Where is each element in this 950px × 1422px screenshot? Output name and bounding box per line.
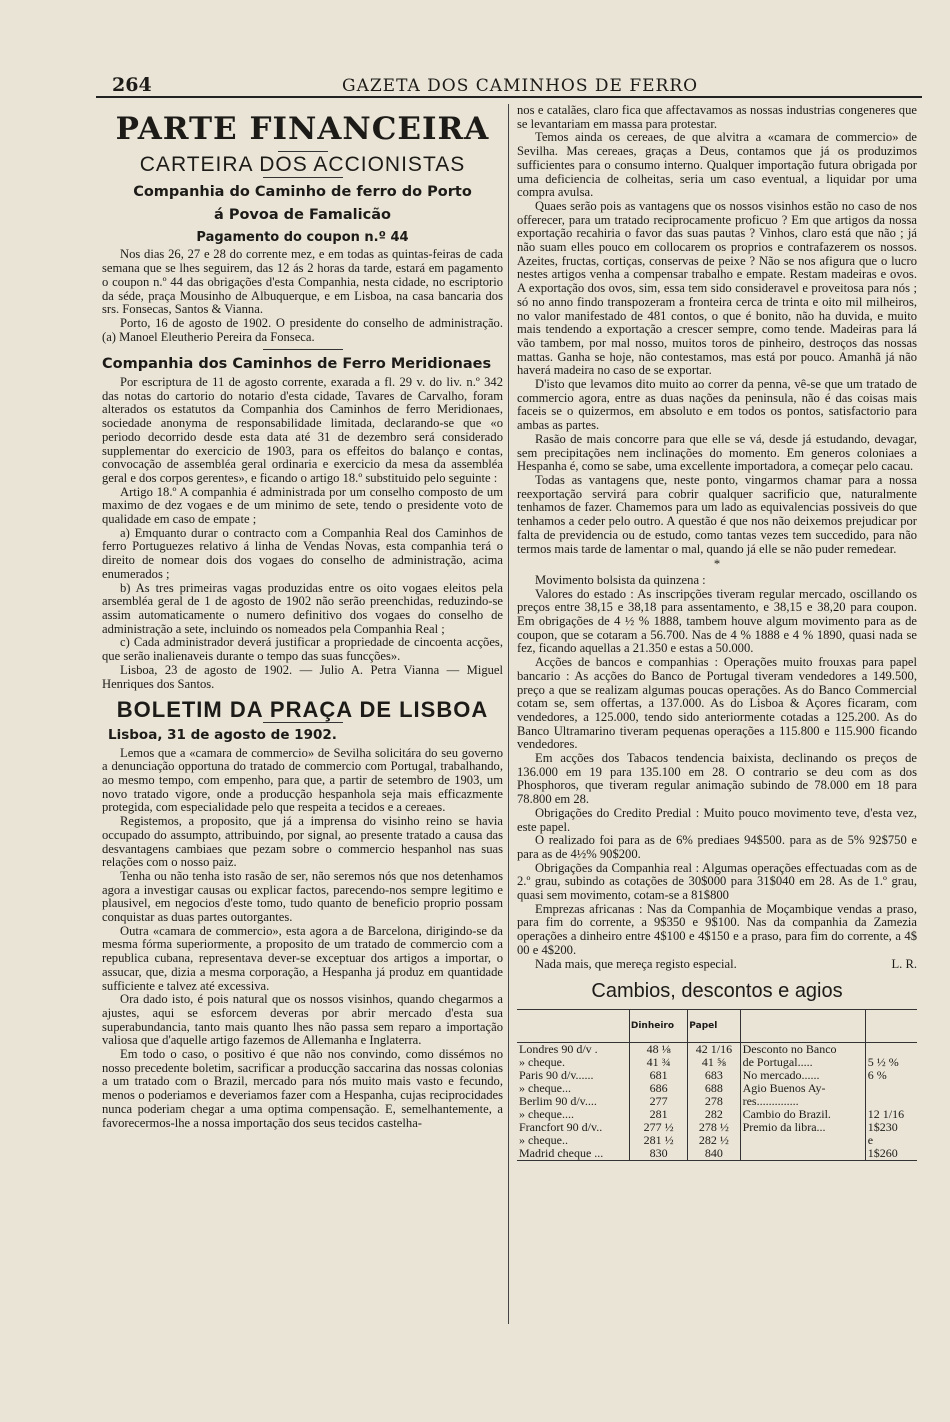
right-column: [517, 104, 917, 1324]
paragraph: Registemos, a proposito, que já a imprensa do visinho reino se havia occupado do assumpto, attribuindo, por signal, ao presente tratado a causa das desvantagens cambiaes que pezam sobre o commercio hespanhol nas suas relações com o nosso paiz.: [102, 814, 503, 870]
table-cell: Desconto no Banco: [740, 1043, 865, 1057]
paragraph: Valores do estado : As inscripções tiveram regular mercado, oscillando os preços entre 38,15 e 38,18 para assentamento, e 38,15 e 38,20 para coupon. Em obrigações de 4 ½ % 1888, tambem houve algum movimento para as de coupon, que se cotaram a 56.700. Nas de 4 % 1888 e 4 % 1890, quasi nada se fez, ficando aquellas a 21.350 e estas a 50.000.: [517, 586, 917, 656]
page-number: 264: [112, 74, 152, 96]
table-cell: 282: [688, 1108, 740, 1121]
table-cell: 12 1/16: [865, 1108, 917, 1121]
bulletin-date: Lisboa, 31 de agosto de 1902.: [108, 726, 337, 743]
coupon-heading: Pagamento do coupon n.º 44: [196, 229, 409, 245]
paragraph: c) Cada administrador deverá justificar a propriedade de cincoenta acções, que serão inalienaveis durante o tempo das suas funcções».: [102, 635, 503, 664]
newspaper-page: [96, 60, 922, 1322]
table-cell: No mercado......: [740, 1069, 865, 1082]
paragraph: Porto, 16 de agosto de 1902. O presidente do conselho de administração. (a) Manoel Eleutherio Pereira da Fonseca.: [102, 315, 503, 344]
table-cell: 48 ⅛: [629, 1043, 687, 1057]
table-cell: 281 ½: [629, 1134, 687, 1147]
table-cell: » cheque....: [519, 1107, 574, 1121]
table-cell: [740, 1147, 865, 1161]
table-header-cell: [740, 1010, 865, 1043]
company-heading-line-1: Companhia do Caminho de ferro do Porto: [133, 183, 472, 200]
table-cell: 277 ½: [629, 1121, 687, 1134]
section-asterisk: *: [713, 557, 721, 572]
table-cell: de Portugal.....: [740, 1056, 865, 1069]
subsection-title: CARTEIRA DOS ACCIONISTAS: [139, 153, 466, 176]
table-cell: Francfort 90 d/v..: [519, 1120, 603, 1134]
divider: [263, 722, 343, 723]
table-cell: Madrid cheque ...: [517, 1147, 629, 1161]
page-header: [96, 68, 922, 98]
table-cell: 681: [629, 1069, 687, 1082]
author-signature: L. R.: [891, 956, 917, 971]
paragraph: Outra «camara de commercio», esta agora a de Barcelona, dirigindo-se da mesma fórma superiormente, a proposito de um tratado de commercio com a republica cubana, representava dever-se exceptuar dos artigos a importar, o assucar, que, dizia a mesma corporação, a Hespanha já produz em quantidade sufficiente e talvez até excessiva.: [102, 923, 503, 993]
paragraph: Em todo o caso, o positivo é que não nos convindo, como dissémos no nosso precedente boletim, sacrificar a producção saccarina das nossas colonias a um tratado com o Brazil, mercado para nós muito mais vasto e fecundo, menos o poderiamos e deveriamos fazer com a Hespanha, cujas reciprocidades nunca poderiam chegar a uma optima compensação. E, semelhantemente, a favorecermos-lhe a nossa importação dos seus tecidos castelha-: [102, 1047, 503, 1130]
table-cell: 830: [629, 1147, 687, 1161]
paragraph: Tenha ou não tenha isto rasão de ser, não seremos nós que nos detenhamos agora a investigar causas ou explicar factos, parecendo-nos sempre legitimo e plausivel, em negocios d'este tomo, tudo quanto de beneficio proprio possam conquistar as duas partes outorgantes.: [102, 868, 503, 925]
paragraph: Obrigações da Companhia real : Algumas operações effectuadas com as de 2.º grau, subindo as cotações de 30$000 para 31$040 em 28. As de 1.º grau, quasi sem movimento, cotam-se a 81$800: [517, 860, 917, 903]
paragraph: Acções de bancos e companhias : Operações muito frouxas para papel bancario : As acções do Banco de Portugal tiveram vendedores a 149.500, preço a que se realizam algumas poucas operações. As do Banco Commercial cotam se, sem offertas, a 137.000. As do Lisboa & Açores ficaram, com vendedores, a 125.000, tendo sido anteriormente cotadas a 125.200. As do Banco Ultramarino tiveram pequenas operações a 115.800 e 115.900 ficando vendedores.: [517, 655, 917, 752]
table-cell: 282 ½: [688, 1134, 740, 1147]
table-body: [517, 1043, 917, 1161]
table-header-cell: [517, 1010, 629, 1043]
publication-title: GAZETA DOS CAMINHOS DE FERRO: [342, 76, 699, 96]
table-cell: 686: [629, 1082, 687, 1095]
paragraph: a) Emquanto durar o contracto com a Companhia Real dos Caminhos de ferro Portuguezes relativo á linha de Vendas Novas, esta companhia terá o direito de nomear dois dos vogaes do conselho de administração, acima enumerados ;: [102, 525, 503, 581]
table-cell: Premio da libra...: [740, 1121, 865, 1134]
paragraph: Nos dias 26, 27 e 28 do corrente mez, e em todas as quintas-feiras de cada semana que se lhes seguirem, das 12 ás 2 horas da tarde, estará em pagamento o coupon n.º 44 das obrigações d'esta Companhia, nesta cidade, no escriptorio da séde, praça Mousinho de Albuquerque, e em Lisboa, na casa bancaria dos srs. Fonsecas, Santos & Vianna.: [102, 247, 503, 317]
table-cell: Londres 90 d/v .: [519, 1042, 598, 1056]
table-cell: 278: [688, 1095, 740, 1108]
table-cell: » cheque...: [519, 1081, 571, 1095]
table-header-cell: Papel: [688, 1010, 740, 1043]
paragraph: Quaes serão pois as vantagens que os nossos visinhos estão no caso de nos offerecer, para um tratado reciprocamente proficuo ? Em que artigos da nossa exportação recahiria o favor das suas pautas ? Vinhos, claro está que não ; já não suam elles pouco em collocarem os proprios e contrafazerem os nossos. Azeites, fructas, cortiças, conservas de peixe ? Não se nos afigura que o lucro nestes artigos venha a compensar trabalho e empate. Restam madeiras e ovos. A exportação dos ovos, sim, essa tem sido consideravel e proveitosa para nós ; só no anno findo transpozeram a fronteira cerca de trinta e oito mil milheiros, no valor manifestado de 481 contos, o que é bonito, não ha duvida, e muito mais tendendo a exportação a crescer sempre, como tende. Madeiras para lá vão tambem, por mal nosso, muitos toros de pinheiro, destroços das nossas mattas. Ganha se hoje, não contestamos, mas está por pouco. Amanhã já não haverá madeira no caso de se exportar.: [517, 198, 917, 378]
table-cell: » cheque.: [519, 1055, 565, 1069]
company-heading: Companhia dos Caminhos de Ferro Meridionaes: [102, 356, 492, 373]
table-header-cell: Dinheiro: [629, 1010, 687, 1043]
table-cell: 683: [688, 1069, 740, 1082]
paragraph: D'isto que levamos dito muito ao correr da penna, vê-se que um tratado de commercio agora, entre as duas nações da peninsula, não é das coisas mais faceis se o quizermos, em absoluto e em todos os pontos, satisfactorio para ambas as partes.: [517, 377, 917, 433]
left-column: [102, 104, 503, 1324]
table-row: [517, 1043, 917, 1057]
divider: [278, 151, 328, 152]
section-title: PARTE FINANCEIRA: [115, 111, 490, 147]
table-cell: 688: [688, 1082, 740, 1095]
table-cell: Agio Buenos Ay-: [740, 1082, 865, 1095]
table-cell: 840: [688, 1147, 740, 1161]
table-cell: [740, 1134, 865, 1147]
paragraph: Artigo 18.º A companhia é administrada por um conselho composto de um maximo de dez vogaes e de um minimo de sete, tendo o presidente voto de qualidade em caso de empate ;: [102, 484, 503, 527]
table-cell: e: [865, 1134, 917, 1147]
exchange-table: [517, 1009, 917, 1161]
table-cell: 278 ½: [688, 1121, 740, 1134]
table-cell: 41 ¾: [629, 1056, 687, 1069]
table-cell: Berlim 90 d/v....: [519, 1094, 597, 1108]
paragraph: Lisboa, 23 de agosto de 1902. — Julio A. Petra Vianna — Miguel Henriques dos Santos.: [102, 662, 503, 691]
table-cell: 5 ½ %: [865, 1056, 917, 1069]
table-header-cell: [865, 1010, 917, 1043]
paragraph: Obrigações do Credito Predial : Muito pouco movimento teve, d'esta vez, este papel.: [517, 805, 917, 834]
paragraph: Ora dado isto, é pois natural que os nossos visinhos, quando chegarmos a ajustes, aqui se esforcem deveras por abrir mercado d'esta sua superabundancia, tanto mais quanto lhes não passa sem reparo a importação valiosa que d'aquelle artigo fazemos de Allemanha e Inglaterra.: [102, 992, 503, 1048]
table-cell: Cambio do Brazil.: [740, 1108, 865, 1121]
table-cell: 1$260: [865, 1147, 917, 1161]
table-cell: 1$230: [865, 1121, 917, 1134]
paragraph: Por escriptura de 11 de agosto corrente, exarada a fl. 29 v. do liv. n.º 342 das notas do cartorio do notario d'esta cidade, Tavares de Carvalho, foram alterados os estatutos da Companhia dos Caminhos de ferro Meridionaes, sociedade anonyma de responsabilidade limitada, declarando-se que «o periodo decorrido desde esta data até 31 de dezembro será considerado supplementar do exercicio de 1903, para os effeitos do balanço e contas, convocação de assembléa geral ordinaria e exercicio da mesa da assembléa geral e dos corpos gerentes», e ficando o artigo 18.º substituido pelo seguinte :: [102, 375, 503, 485]
table-cell: 281: [629, 1108, 687, 1121]
exchange-title: Cambios, descontos e agios: [591, 980, 843, 1003]
column-rule: [508, 104, 509, 1324]
paragraph: Lemos que a «camara de commercio» de Sevilha solicitára do seu governo a denunciação opportuna do tratado de commercio com Portugal, trabalhando, ao mesmo tempo, com empenho, para que, a partir de setembro de 1903, um novo tratado vigore, onde a producção hespanhola seja mais efficazmente protegida, com especialidade pelo que respeita a tecidos e a cereaes.: [102, 745, 503, 815]
paragraph: b) As tres primeiras vagas produzidas entre os oito vogaes eleitos pela arsembléa geral de 1 de agosto de 1902 não serão preenchidas, reduzindo-se assim automaticamente o numero definitivo dos vogaes do conselho de administração a sete, incluindo os nomeados pela Companhia Real ;: [102, 580, 503, 636]
table-cell: res..............: [740, 1095, 865, 1108]
table-cell: [865, 1043, 917, 1057]
table-cell: Paris 90 d/v......: [519, 1068, 594, 1082]
table-row: [517, 1147, 917, 1161]
table-cell: » cheque..: [519, 1133, 568, 1147]
paragraph: nos e catalães, claro fica que affectavamos as nossas industrias congeneres que se levantariam em massa para protestar.: [517, 104, 917, 131]
paragraph: Emprezas africanas : Nas da Companhia de Moçambique vendas a praso, para fim do corrente, a 9$350 e 9$100. Nas da companhia da Zamezia operações a dinheiro entre 4$100 e 4$150 e a praso, para fim do corrente, a 4$ 00 e 4$200.: [517, 901, 917, 957]
table-cell: 42 1/16: [688, 1043, 740, 1057]
divider: [263, 349, 343, 350]
paragraph: Temos ainda os cereaes, de que alvitra a «camara de commercio» de Sevilha. Mas cereaes, graças a Deus, contamos que já os produzimos sufficientes para o consumo interno. Qualquer importação futura obrigada por uma deficiencia de colheitas, seria um caso eventual, a liquidar por uma compra avulsa.: [517, 130, 917, 200]
paragraph: Rasão de mais concorre para que elle se vá, desde já estudando, devagar, sem precipitações nem inclinações do momento. Em generos coloniaes a Hespanha é, como se sabe, uma excellente importadora, a começar pelo cacau.: [517, 431, 917, 474]
paragraph: O realizado foi para as de 6% prediaes 94$500. para as de 5% 92$750 e para as de 4½% 90$200.: [517, 833, 917, 861]
paragraph: Em acções dos Tabacos tendencia baixista, declinando os preços de 136.000 em 19 para 135.100 em 28. O contrario se deu com as dos Phosphoros, que tiveram regular animação subindo de 78.000 em 18 para 78.800 em 28.: [517, 751, 917, 807]
table-header-row: [517, 1010, 917, 1043]
closing-text: Nada mais, que mereça registo especial.: [535, 956, 737, 971]
paragraph: Movimento bolsista da quinzena :: [535, 572, 706, 587]
paragraph: Todas as vantagens que, neste ponto, vingarmos chamar para a nossa reexportação servirá para cobrir qualquer sacrificio que, naturalmente tenhamos de fazer. Chamemos para um lado as equivalencias possiveis do que tenhamos a ceder pelo outro. A questão é que nos não deixemos prejudicar por falta de previdencia ou de estudo, como tantas vezes tem succedido, para não termos mais tarde de lamentar o mal, quando já elle se não puder remedear.: [517, 472, 917, 556]
divider: [263, 177, 343, 178]
table-cell: 277: [629, 1095, 687, 1108]
table-cell: 41 ⅝: [688, 1056, 740, 1069]
paragraph: [517, 958, 917, 972]
company-heading-line-2: á Povoa de Famalicão: [214, 206, 391, 223]
table-cell: [865, 1082, 917, 1095]
table-cell: 6 %: [865, 1069, 917, 1082]
bulletin-title: BOLETIM DA PRAÇA DE LISBOA: [116, 697, 489, 723]
